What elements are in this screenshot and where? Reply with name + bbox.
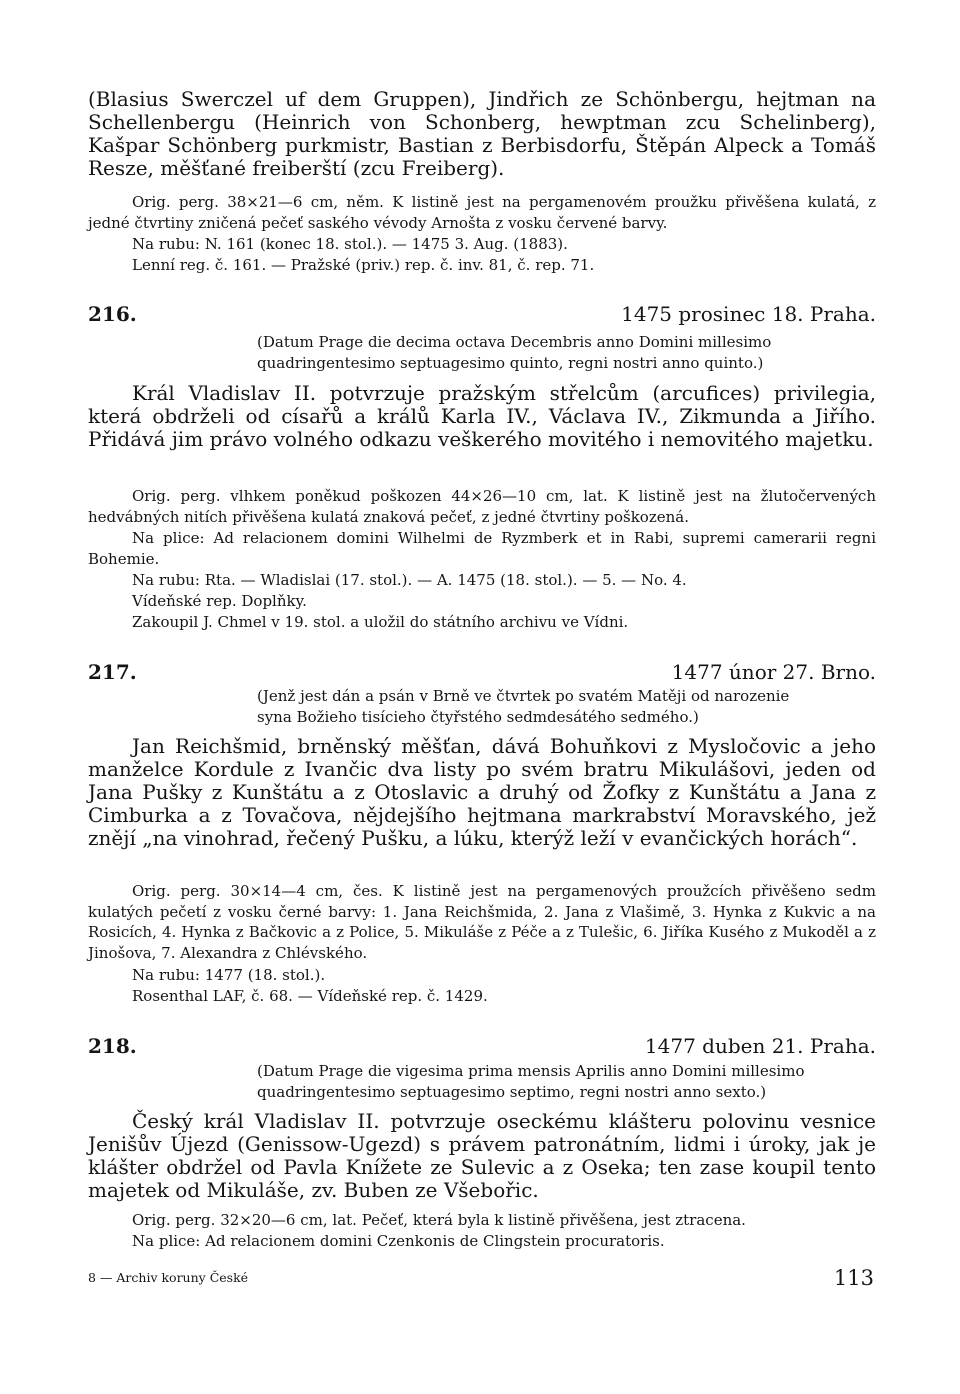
latin-line: quadringentesimo septuagesimo septimo, regni nostri anno sexto.) [257,1082,767,1101]
entry-217-incipit [257,686,877,727]
latin-line: (Datum Prage die vigesima prima mensis Aprilis anno Domini millesimo [257,1062,805,1080]
entry-218-header [88,1034,876,1060]
entry-216-note-plice: Na plice: Ad relacionem domini Wilhelmi de Ryzmberk et in Rabi, supremi camerarii regni Bohemie. [88,529,876,568]
entry-216-header [88,302,876,328]
entry-218-latin [257,1061,877,1102]
entry-218-regest: Český král Vladislav II. potvrzuje oseckému klášteru polovinu vesnice Jenišův Újezd (Genissow-Ugezd) s právem patronátním, lidmi i úroky, jak je klášter obdržel od Pavla Knížete ze Sulevic a z Oseka; ten zase koupil tento majetek od Mikuláše, zv. Buben ze Všebořic. [88,1109,876,1202]
entry-date: 1477 únor 27. Brno. [671,660,876,684]
entry-216-note-rep: Vídeňské rep. Doplňky. [132,592,307,610]
entry-date: 1477 duben 21. Praha. [644,1034,876,1058]
latin-line: (Datum Prage die decima octava Decembris anno Domini millesimo [257,333,772,351]
entry-217-regest: Jan Reichšmid, brněnský měšťan, dává Bohuňkovi z Mysločovic a jeho manželce Kordule z Ivančic dva listy po svém bratru Mikulášovi, jeden od Jana Pušky z Kunštátu a z Otoslavic a druhý od Žofky z Kunštátu a Jana z Cimburka a z Tovačova, nějdejšího hejtmana markrabství Moravského, jež znějí „na vinohrad, řečený Pušku, a lúku, kterýž leží v evančických horách“. [88,734,876,850]
entry-number: 216. [88,302,137,326]
entry-218-note-orig: Orig. perg. 32×20—6 cm, lat. Pečeť, která byla k listině přivěšena, jest ztracena. [132,1211,746,1229]
latin-line: (Jenž jest dán a psán v Brně ve čtvrtek po svatém Matěji od narozenie [257,687,790,705]
entry-216-note-orig: Orig. perg. vlhkem poněkud poškozen 44×26—10 cm, lat. K listině jest na žlutočervených hedvábných nitích přivěšena kulatá znaková pečeť, z jedné čtvrtiny poškozená. [88,487,876,526]
intro-text: (Blasius Swerczel uf dem Gruppen), Jindřich ze Schönbergu, hejtman na Schellenbergu (Heinrich von Schonberg, hewptman zcu Schelinberg), Kašpar Schönberg purkmistr, Bastian z Berbisdorfu, Štěpán Alpeck a Tomáš Resze, měšťané freiberští (zcu Freiberg). [88,87,876,180]
latin-line: quadringentesimo septuagesimo quinto, regni nostri anno quinto.) [257,353,764,372]
entry-217-note-lit: Rosenthal LAF, č. 68. — Vídeňské rep. č. 1429. [132,987,488,1005]
latin-line: syna Božieho tisícieho čtyřstého sedmdesátého sedmého.) [257,707,699,726]
entry-216-note-rubu: Na rubu: Rta. — Wladislai (17. stol.). — A. 1475 (18. stol.). — 5. — No. 4. [132,571,687,589]
signature-mark: 8 — Archiv koruny České [88,1270,249,1285]
entry-217-note-orig: Orig. perg. 30×14—4 cm, čes. K listině jest na pergamenových proužcích přivěšeno sedm kulatých pečetí z vosku černé barvy: 1. Jana Reichšmida, 2. Jana z Vlašimě, 3. Hynka z Kukvic a na Rosicích, 4. Hynka z Bačkovic a z Police, 5. Mikuláše z Péče a z Tulešic, 6. Jiříka Kusého z Mukoděl a z Jinošova, 7. Alexandra z Chlévského. [88,882,876,962]
entry-number: 217. [88,660,137,684]
entry-number: 218. [88,1034,137,1058]
entry-216-regest: Král Vladislav II. potvrzuje pražským střelcům (arcufices) privilegia, která obdrželi od císařů a králů Karla IV., Václava IV., Zikmunda a Jiřího. Přidává jim právo volného odkazu veškerého movitého i nemovitého majetku. [88,381,876,451]
intro-note-orig: Orig. perg. 38×21—6 cm, něm. K listině jest na pergamenovém proužku přivěšena kulatá, z jedné čtvrtiny zničená pečeť saského vévody Arnošta z vosku červené barvy. [88,193,876,232]
entry-217-note-rubu: Na rubu: 1477 (18. stol.). [132,966,326,984]
entry-date: 1475 prosinec 18. Praha. [621,302,876,326]
intro-note-reg: Lenní reg. č. 161. — Pražské (priv.) rep. č. inv. 81, č. rep. 71. [132,256,595,274]
entry-218-note-plice: Na plice: Ad relacionem domini Czenkonis de Clingstein procuratoris. [132,1232,665,1250]
intro-note-rubu: Na rubu: N. 161 (konec 18. stol.). — 1475 3. Aug. (1883). [132,235,568,253]
entry-216-note-acq: Zakoupil J. Chmel v 19. stol. a uložil do státního archivu ve Vídni. [132,613,629,631]
entry-216-latin [257,332,877,373]
page-number: 113 [833,1266,874,1290]
entry-217-header [88,660,876,686]
